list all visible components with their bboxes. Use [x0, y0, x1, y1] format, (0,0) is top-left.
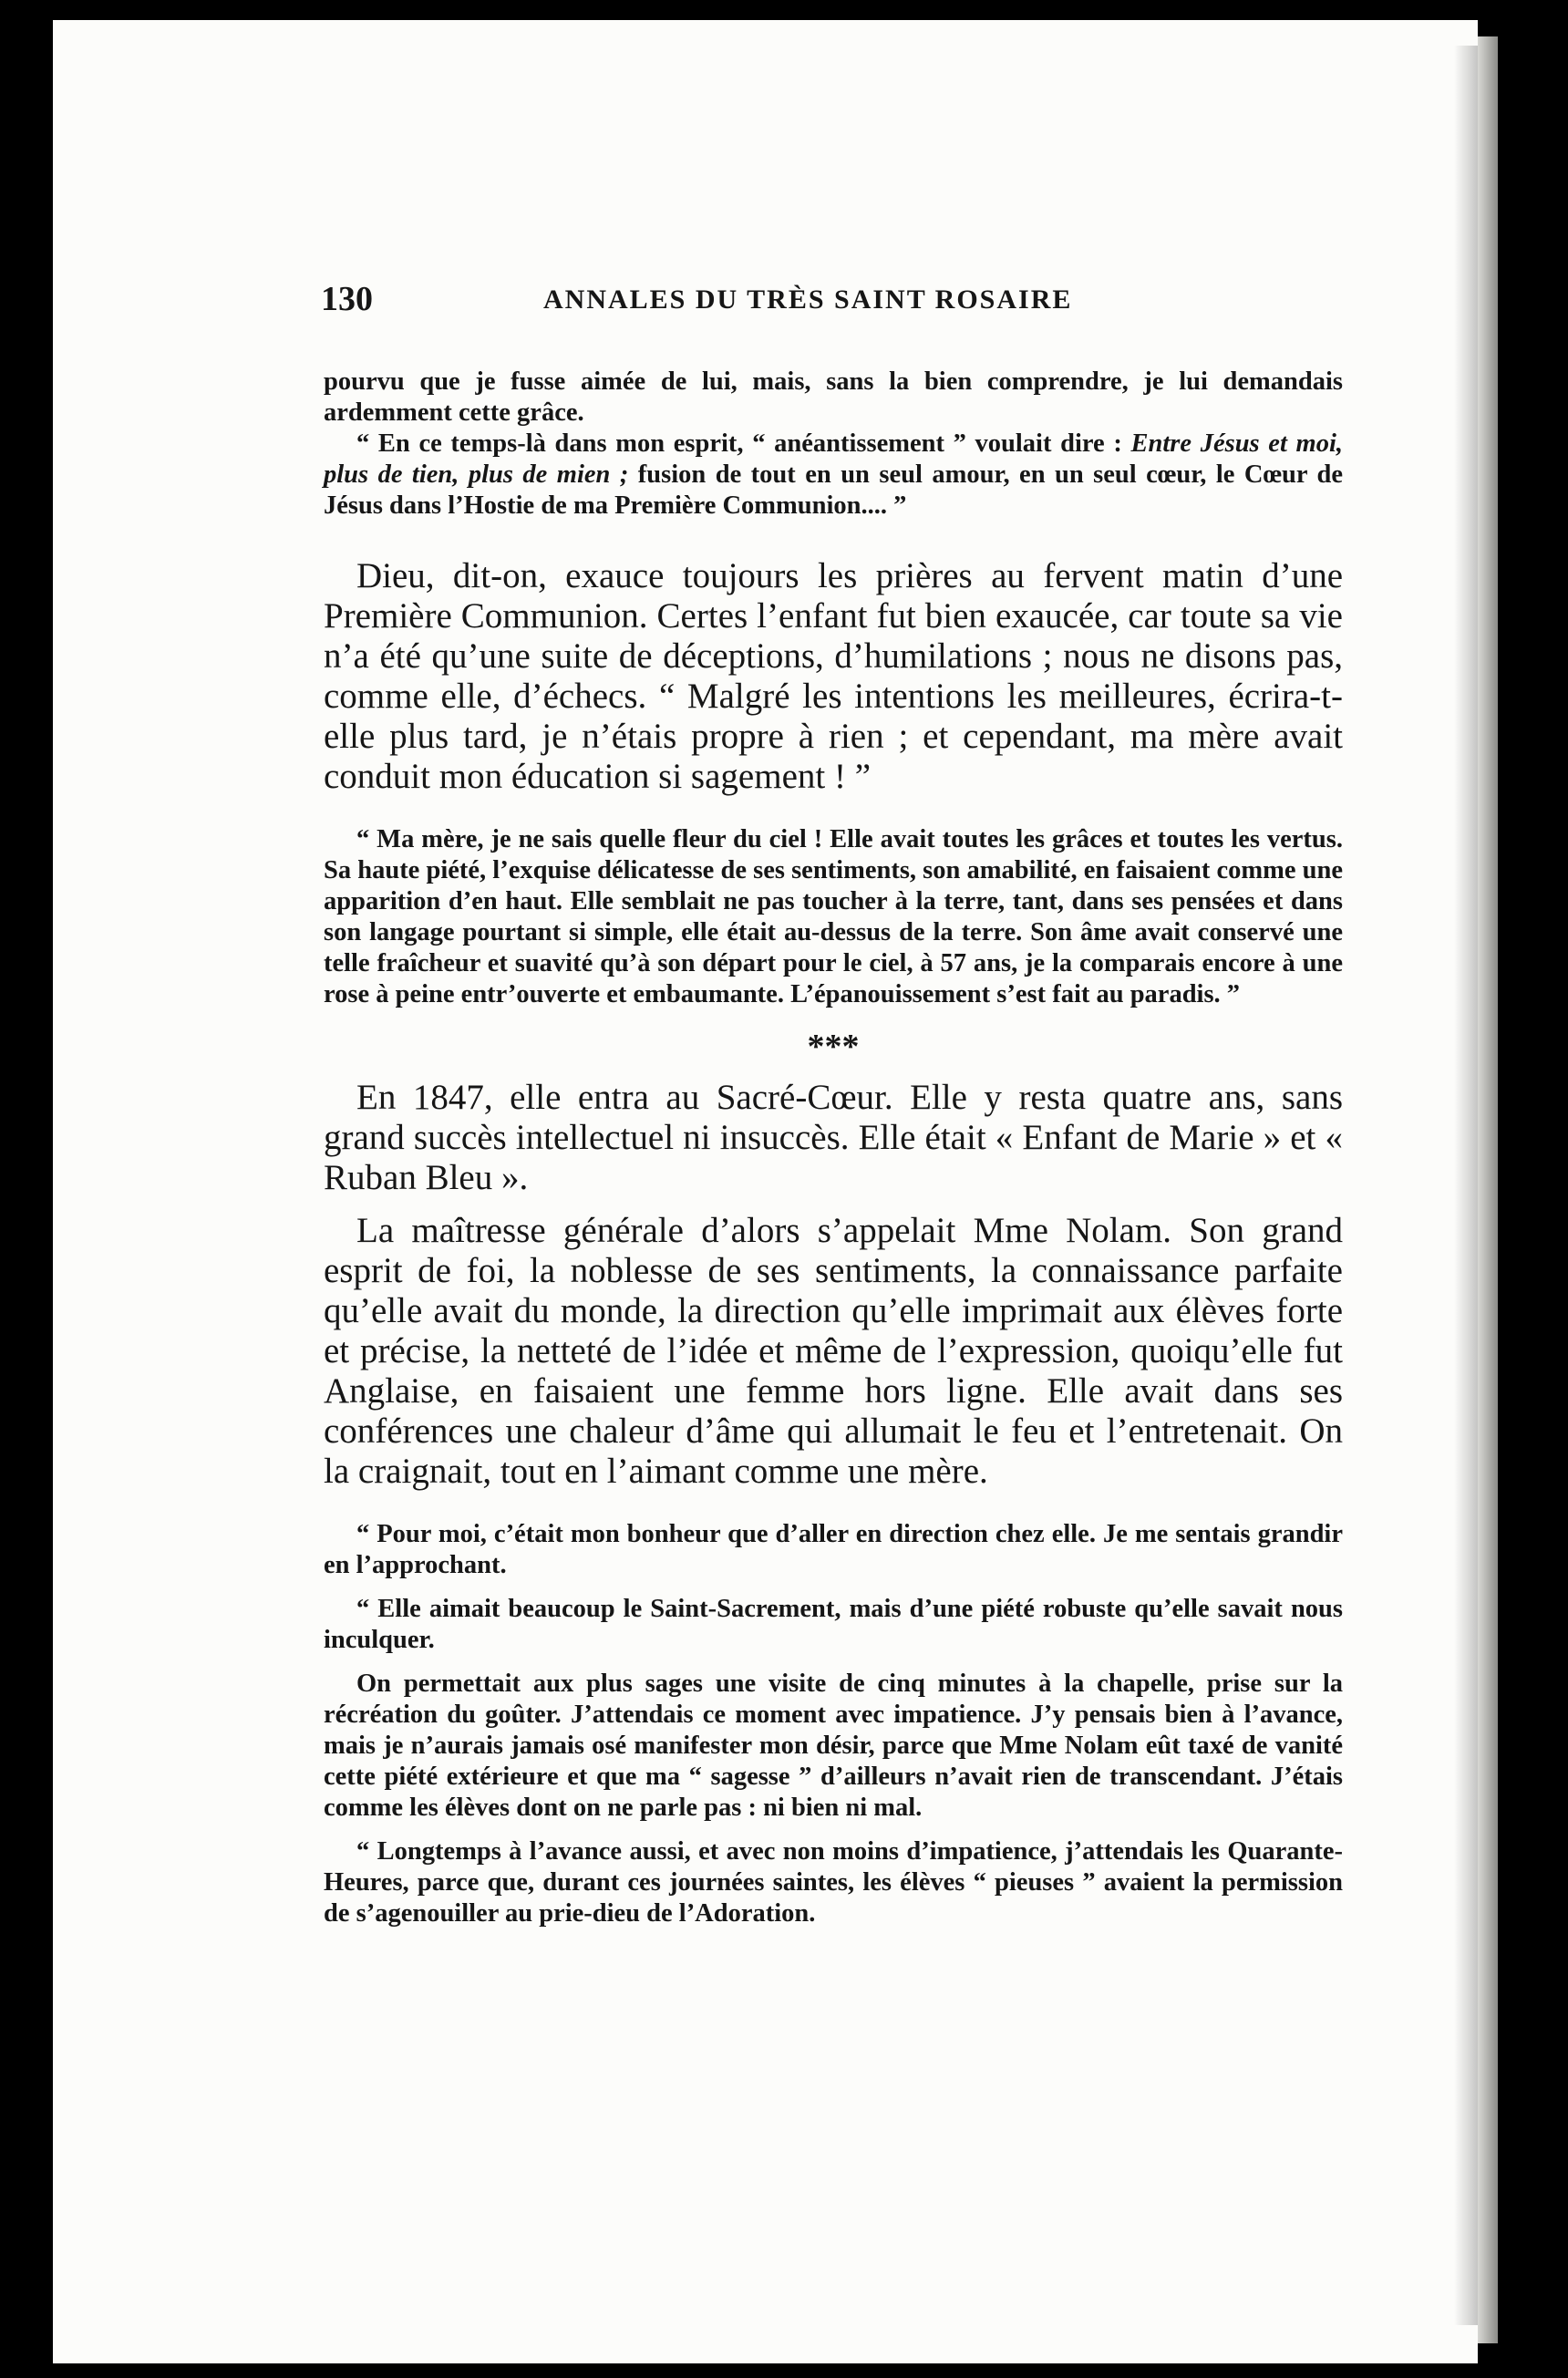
paragraph-10-quote: “ Longtemps à l’avance aussi, et avec non moins d’impatience, j’attendais les Quarante-Heures, parce que, durant ces journées saintes, les élèves “ pieuses ” avaient la permission de s’agenouiller au prie-dieu de l’Adoration. [324, 1837, 1343, 1928]
page-body [324, 367, 1343, 1929]
paragraph-4-quote: “ Ma mère, je ne sais quelle fleur du ciel ! Elle avait toutes les grâces et toutes les vertus. Sa haute piété, l’exquise délicatesse de ses sentiments, son amabilité, en faisaient comme une apparition d’en haut. Elle semblait ne pas toucher à la terre, tant, dans ses pensées et dans son langage pourtant si simple, elle était au-dessus de la terre. Son âme avait conservé une telle fraîcheur et suavité qu’à son départ pour le ciel, à 57 ans, je la comparais encore à une rose à peine entr’ouverte et embaumante. L’épanouissement s’est fait au paradis. ” [324, 825, 1343, 1008]
paragraph-2 [324, 429, 1343, 522]
paragraph-2-italic: Entre Jésus et moi, plus de tien, plus de mien ; [324, 429, 1343, 489]
paragraph-8-quote: “ Elle aimait beaucoup le Saint-Sacrement, mais d’une piété robuste qu’elle savait nous inculquer. [324, 1595, 1343, 1654]
paragraph-5: En 1847, elle entra au Sacré-Cœur. Elle y resta quatre ans, sans grand succès intellectuel ni insuccès. Elle était « Enfant de Marie » et « Ruban Bleu ». [324, 1078, 1343, 1197]
paragraph-3: Dieu, dit-on, exauce toujours les prières au fervent matin d’une Première Communion. Certes l’enfant fut bien exaucée, car toute sa vie n’a été qu’une suite de déceptions, d’humilations ; nous ne disons pas, comme elle, d’échecs. “ Malgré les intentions les meilleures, écrira-t-elle plus tard, je n’étais propre à rien ; et cependant, ma mère avait conduit mon éducation si sagement ! ” [324, 556, 1343, 796]
paragraph-1: pourvu que je fusse aimée de lui, mais, sans la bien comprendre, je lui demandais ardemment cette grâce. [324, 367, 1343, 427]
running-head: ANNALES DU TRÈS SAINT ROSAIRE [543, 284, 1073, 315]
page-number: 130 [321, 280, 373, 318]
section-separator: *** [807, 1028, 860, 1066]
paragraph-2-end: fusion de tout en un seul amour, en un seul cœur, le Cœur de Jésus dans l’Hostie de ma Première Communion.... ” [324, 460, 1343, 520]
page-header [321, 279, 1141, 326]
paragraph-6: La maîtresse générale d’alors s’appelait Mme Nolam. Son grand esprit de foi, la noblesse de ses sentiments, la connaissance parfaite qu’elle avait du monde, la direction qu’elle imprimait aux élèves forte et précise, la netteté de l’idée et même de l’expression, quoiqu’elle fut Anglaise, en faisaient une femme hors ligne. Elle avait dans ses conférences une chaleur d’âme qui allumait le feu et l’entretenait. On la craignait, tout en l’aimant comme une mère. [324, 1211, 1343, 1491]
paragraph-7-quote: “ Pour moi, c’était mon bonheur que d’aller en direction chez elle. Je me sentais grandir en l’approchant. [324, 1520, 1343, 1579]
paragraph-2-start: “ En ce temps-là dans mon esprit, “ anéantissement ” voulait dire : [356, 429, 1131, 458]
paragraph-9-quote: On permettait aux plus sages une visite de cinq minutes à la chapelle, prise sur la récréation du goûter. J’attendais ce moment avec impatience. J’y pensais bien à l’avance, mais je n’aurais jamais osé manifester mon désir, parce que Mme Nolam eût taxé de vanité cette piété extérieure et que ma “ sagesse ” d’ailleurs n’avait rien de transcendant. J’étais comme les élèves dont on ne parle pas : ni bien ni mal. [324, 1670, 1343, 1822]
page-edge [1478, 36, 1498, 2343]
